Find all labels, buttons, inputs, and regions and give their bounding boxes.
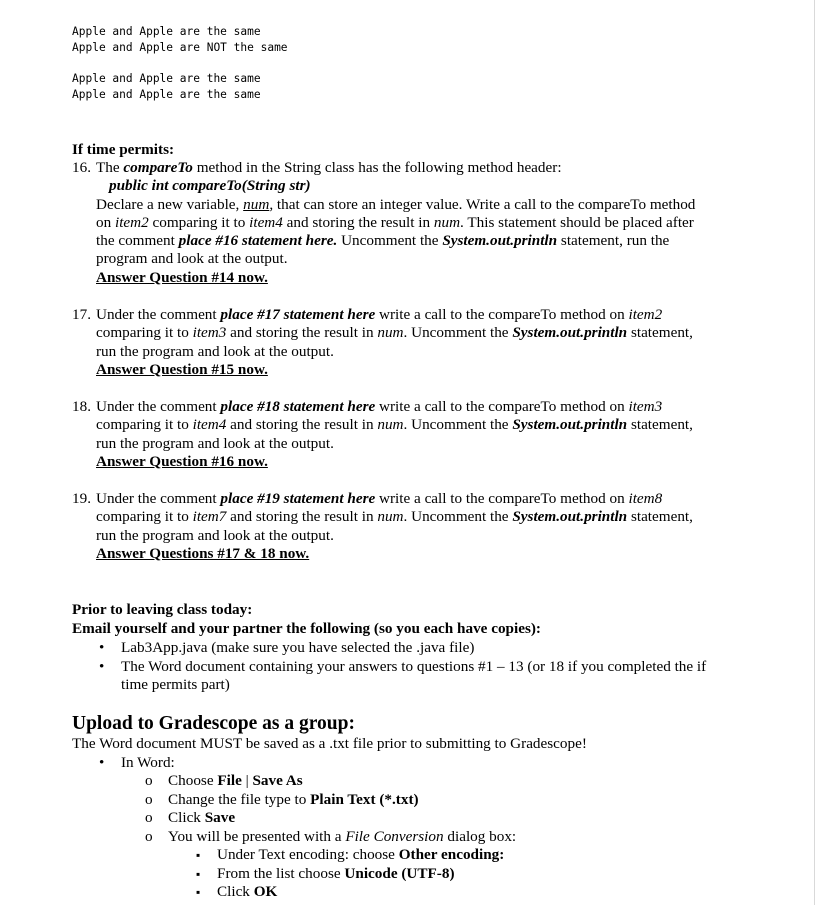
answer-prompt: Answer Question #15 now. [96, 360, 268, 378]
method-header: public int compareTo(String str) [109, 177, 311, 195]
prior-heading: Prior to leaving class today: [72, 601, 253, 618]
question-number: 16. [72, 159, 91, 176]
square-bullet-marker: ▪ [196, 867, 201, 881]
square-bullet-marker: ▪ [196, 885, 201, 899]
bullet-marker: • [99, 754, 105, 771]
answer-prompt: Answer Question #14 now. [96, 268, 268, 286]
page-edge [814, 0, 815, 905]
list-item: Change the file type to Plain Text (*.txt) [168, 791, 419, 808]
bullet-marker: • [99, 658, 105, 675]
list-item: Click OK [217, 883, 278, 900]
question-17: 17. Under the comment place #17 statement here write a call to the compareTo method on item2 comparing it to item3 and storing the result in num. Uncomment the System.out.println statement, run the program and look at the output. Answer Question #15 now. [72, 306, 693, 378]
question-16: 16. The compareTo method in the String class has the following method header: public int compareTo(String str) Declare a new variable, num, that can store an integer value. Write a call to the compareTo method on item2 comparing it to item4 and storing the result in num. This statement should be placed after the comment place #16 statement here. Uncomment the System.out.println statement, run the program and look at the output. Answer Question #14 now. [72, 159, 696, 286]
list-item: In Word: [121, 754, 175, 771]
list-item: Choose File | Save As [168, 772, 303, 789]
question-number: 19. [72, 490, 91, 507]
list-item: Click Save [168, 809, 236, 826]
question-number: 18. [72, 398, 91, 415]
list-item: You will be presented with a File Conversion dialog box: [168, 828, 517, 845]
question-number: 17. [72, 306, 91, 323]
list-item: The Word document containing your answers to questions #1 – 13 (or 18 if you completed the if time permits part) [121, 658, 707, 694]
circle-bullet-marker: o [145, 791, 153, 808]
circle-bullet-marker: o [145, 809, 153, 826]
list-item: Lab3App.java (make sure you have selected the .java file) [121, 639, 475, 656]
console-line: Apple and Apple are the same [72, 25, 261, 38]
time-permits-heading: If time permits: [72, 141, 175, 158]
upload-heading: Upload to Gradescope as a group: [72, 713, 355, 734]
circle-bullet-marker: o [145, 828, 153, 845]
question-18: 18. Under the comment place #18 statement here write a call to the compareTo method on item3 comparing it to item4 and storing the result in num. Uncomment the System.out.println statement, run the program and look at the output. Answer Question #16 now. [72, 398, 693, 470]
upload-intro: The Word document MUST be saved as a .txt file prior to submitting to Gradescope! [72, 735, 587, 752]
answer-prompt: Answer Questions #17 & 18 now. [96, 544, 310, 562]
console-line: Apple and Apple are the same [72, 72, 261, 85]
console-line: Apple and Apple are NOT the same [72, 41, 288, 54]
bullet-marker: • [99, 639, 105, 656]
console-line: Apple and Apple are the same [72, 88, 261, 101]
list-item: Under Text encoding: choose Other encoding: [217, 846, 505, 863]
square-bullet-marker: ▪ [196, 848, 201, 862]
email-heading: Email yourself and your partner the following (so you each have copies): [72, 620, 541, 637]
question-19: 19. Under the comment place #19 statement here write a call to the compareTo method on item8 comparing it to item7 and storing the result in num. Uncomment the System.out.println statement, run the program and look at the output. Answer Questions #17 & 18 now. [72, 490, 693, 562]
circle-bullet-marker: o [145, 772, 153, 789]
list-item: From the list choose Unicode (UTF-8) [217, 865, 455, 882]
answer-prompt: Answer Question #16 now. [96, 452, 268, 470]
